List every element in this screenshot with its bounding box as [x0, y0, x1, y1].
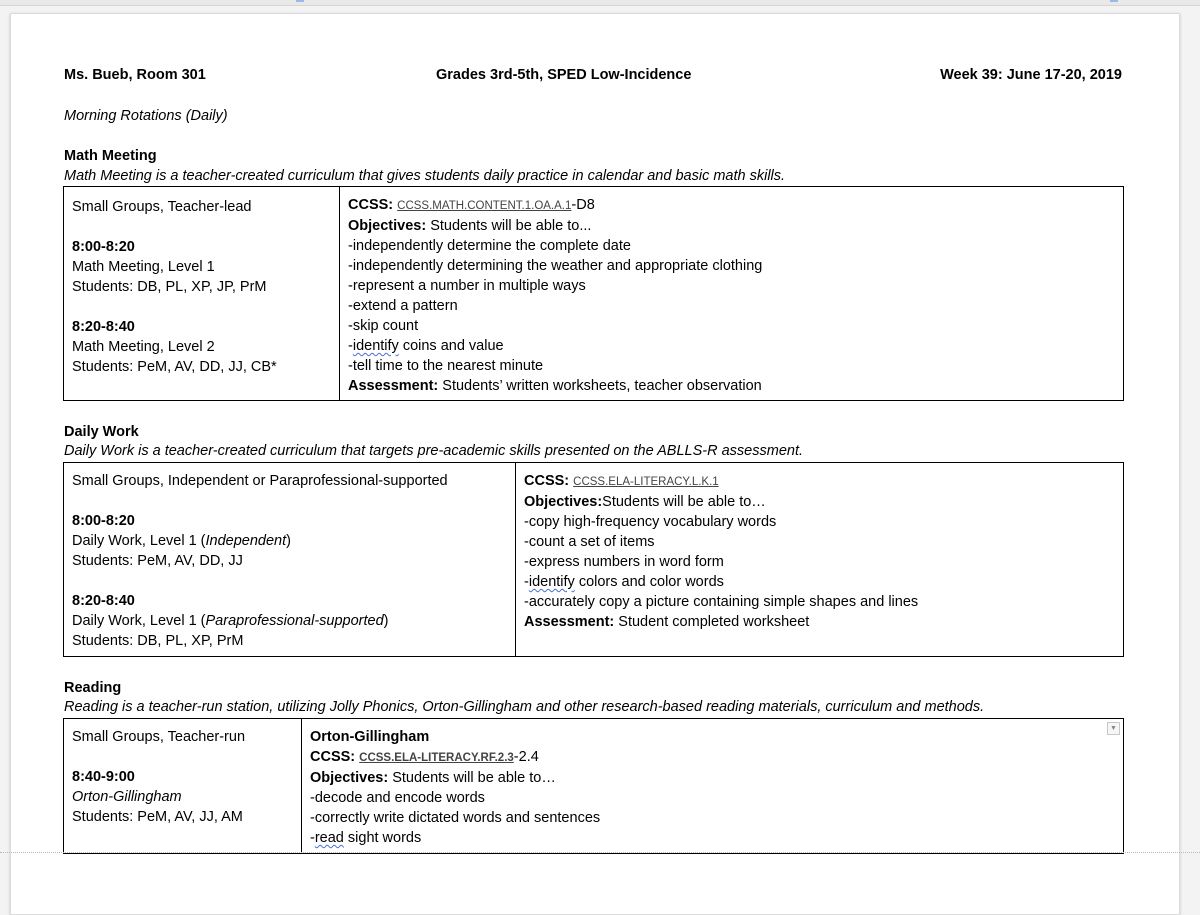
grade-level: Grades 3rd-5th, SPED Low-Incidence — [436, 67, 692, 83]
spellcheck-word[interactable]: identify — [528, 574, 575, 590]
daily-right-cell — [516, 463, 1124, 657]
ccss-line: CCSS: CCSS.MATH.CONTENT.1.OA.A.1-D8 — [348, 197, 595, 213]
cell-dropdown-icon[interactable]: ▼ — [1107, 722, 1120, 735]
objective-item: -identify coins and value — [348, 338, 504, 354]
rotations-label: Morning Rotations (Daily) — [64, 108, 228, 124]
objective-item: -count a set of items — [524, 534, 655, 550]
objectives-heading: Objectives: Students will be able to… — [310, 770, 556, 786]
objective-item: -correctly write dictated words and sentences — [310, 810, 601, 826]
ccss-link[interactable]: CCSS.ELA-LITERACY.L.K.1 — [573, 476, 719, 488]
reading-section-description: Reading is a teacher-run station, utilizing Jolly Phonics, Orton-Gillingham and other research-based reading materials, curriculum and methods. — [64, 699, 985, 715]
time-slot: 8:20-8:40 — [72, 593, 135, 609]
reading-right-cell — [302, 719, 1124, 854]
activity: Daily Work, Level 1 (Paraprofessional-supported) — [72, 613, 389, 629]
objective-item: -represent a number in multiple ways — [348, 278, 586, 294]
objectives-heading: Objectives: Students will be able to... — [348, 218, 592, 234]
students: Students: PeM, AV, JJ, AM — [72, 809, 243, 825]
spellcheck-word[interactable]: read — [314, 830, 344, 846]
daily-table — [63, 462, 1124, 657]
objective-item: -tell time to the nearest minute — [348, 358, 544, 374]
week-dates: Week 39: June 17-20, 2019 — [940, 67, 1122, 83]
time-slot: 8:00-8:20 — [72, 239, 135, 255]
spellcheck-word[interactable]: identify — [352, 338, 399, 354]
objective-item: -copy high-frequency vocabulary words — [524, 514, 777, 530]
browser-top-strip — [0, 0, 1200, 6]
reading-section-title: Reading — [64, 680, 122, 696]
students: Students: PeM, AV, DD, JJ, CB* — [72, 359, 277, 375]
objective-item: -extend a pattern — [348, 298, 458, 314]
objective-item: -accurately copy a picture containing simple shapes and lines — [524, 594, 919, 610]
math-section-title: Math Meeting — [64, 148, 157, 164]
objective-item: -independently determining the weather and appropriate clothing — [348, 258, 763, 274]
daily-section-description: Daily Work is a teacher-created curriculum that targets pre-academic skills presented on the ABLLS-R assessment. — [64, 443, 804, 459]
objective-item: -independently determine the complete date — [348, 238, 631, 254]
math-table — [63, 186, 1124, 401]
ccss-link[interactable]: CCSS.MATH.CONTENT.1.OA.A.1 — [397, 200, 572, 212]
reading-table — [63, 718, 1124, 854]
ccss-line: CCSS: CCSS.ELA-LITERACY.L.K.1 — [524, 473, 719, 489]
time-slot: 8:40-9:00 — [72, 769, 135, 785]
students: Students: PeM, AV, DD, JJ — [72, 553, 243, 569]
grouping: Small Groups, Independent or Paraprofessional-supported — [72, 473, 448, 489]
time-slot: 8:20-8:40 — [72, 319, 135, 335]
objective-item: -skip count — [348, 318, 419, 334]
objective-item: -read sight words — [310, 830, 422, 846]
scroll-marker — [296, 0, 304, 2]
scroll-marker — [1110, 0, 1118, 2]
objective-item: -identify colors and color words — [524, 574, 724, 590]
objective-item: -express numbers in word form — [524, 554, 724, 570]
grouping: Small Groups, Teacher-run — [72, 729, 246, 745]
activity: Daily Work, Level 1 (Independent) — [72, 533, 291, 549]
teacher-room: Ms. Bueb, Room 301 — [64, 67, 206, 83]
reading-left-cell — [64, 719, 302, 854]
students: Students: DB, PL, XP, PrM — [72, 633, 244, 649]
math-right-cell — [340, 187, 1124, 401]
ccss-line: CCSS: CCSS.ELA-LITERACY.RF.2.3-2.4 — [310, 749, 539, 765]
activity: Orton-Gillingham — [72, 789, 182, 805]
math-left-cell — [64, 187, 340, 401]
daily-section-title: Daily Work — [64, 424, 139, 440]
ccss-link[interactable]: CCSS.ELA-LITERACY.RF.2.3 — [359, 752, 514, 764]
grouping: Small Groups, Teacher-lead — [72, 199, 252, 215]
program-title: Orton-Gillingham — [310, 729, 430, 745]
assessment-line: Assessment: Students’ written worksheets, teacher observation — [348, 378, 762, 394]
objectives-heading: Objectives:Students will be able to… — [524, 494, 766, 510]
assessment-line: Assessment: Student completed worksheet — [524, 614, 810, 630]
time-slot: 8:00-8:20 — [72, 513, 135, 529]
activity: Math Meeting, Level 2 — [72, 339, 215, 355]
math-section-description: Math Meeting is a teacher-created curriculum that gives students daily practice in calendar and basic math skills. — [64, 168, 786, 184]
page-break-line — [0, 852, 1200, 853]
objective-item: -decode and encode words — [310, 790, 485, 806]
daily-left-cell — [64, 463, 516, 657]
activity: Math Meeting, Level 1 — [72, 259, 215, 275]
students: Students: DB, PL, XP, JP, PrM — [72, 279, 267, 295]
